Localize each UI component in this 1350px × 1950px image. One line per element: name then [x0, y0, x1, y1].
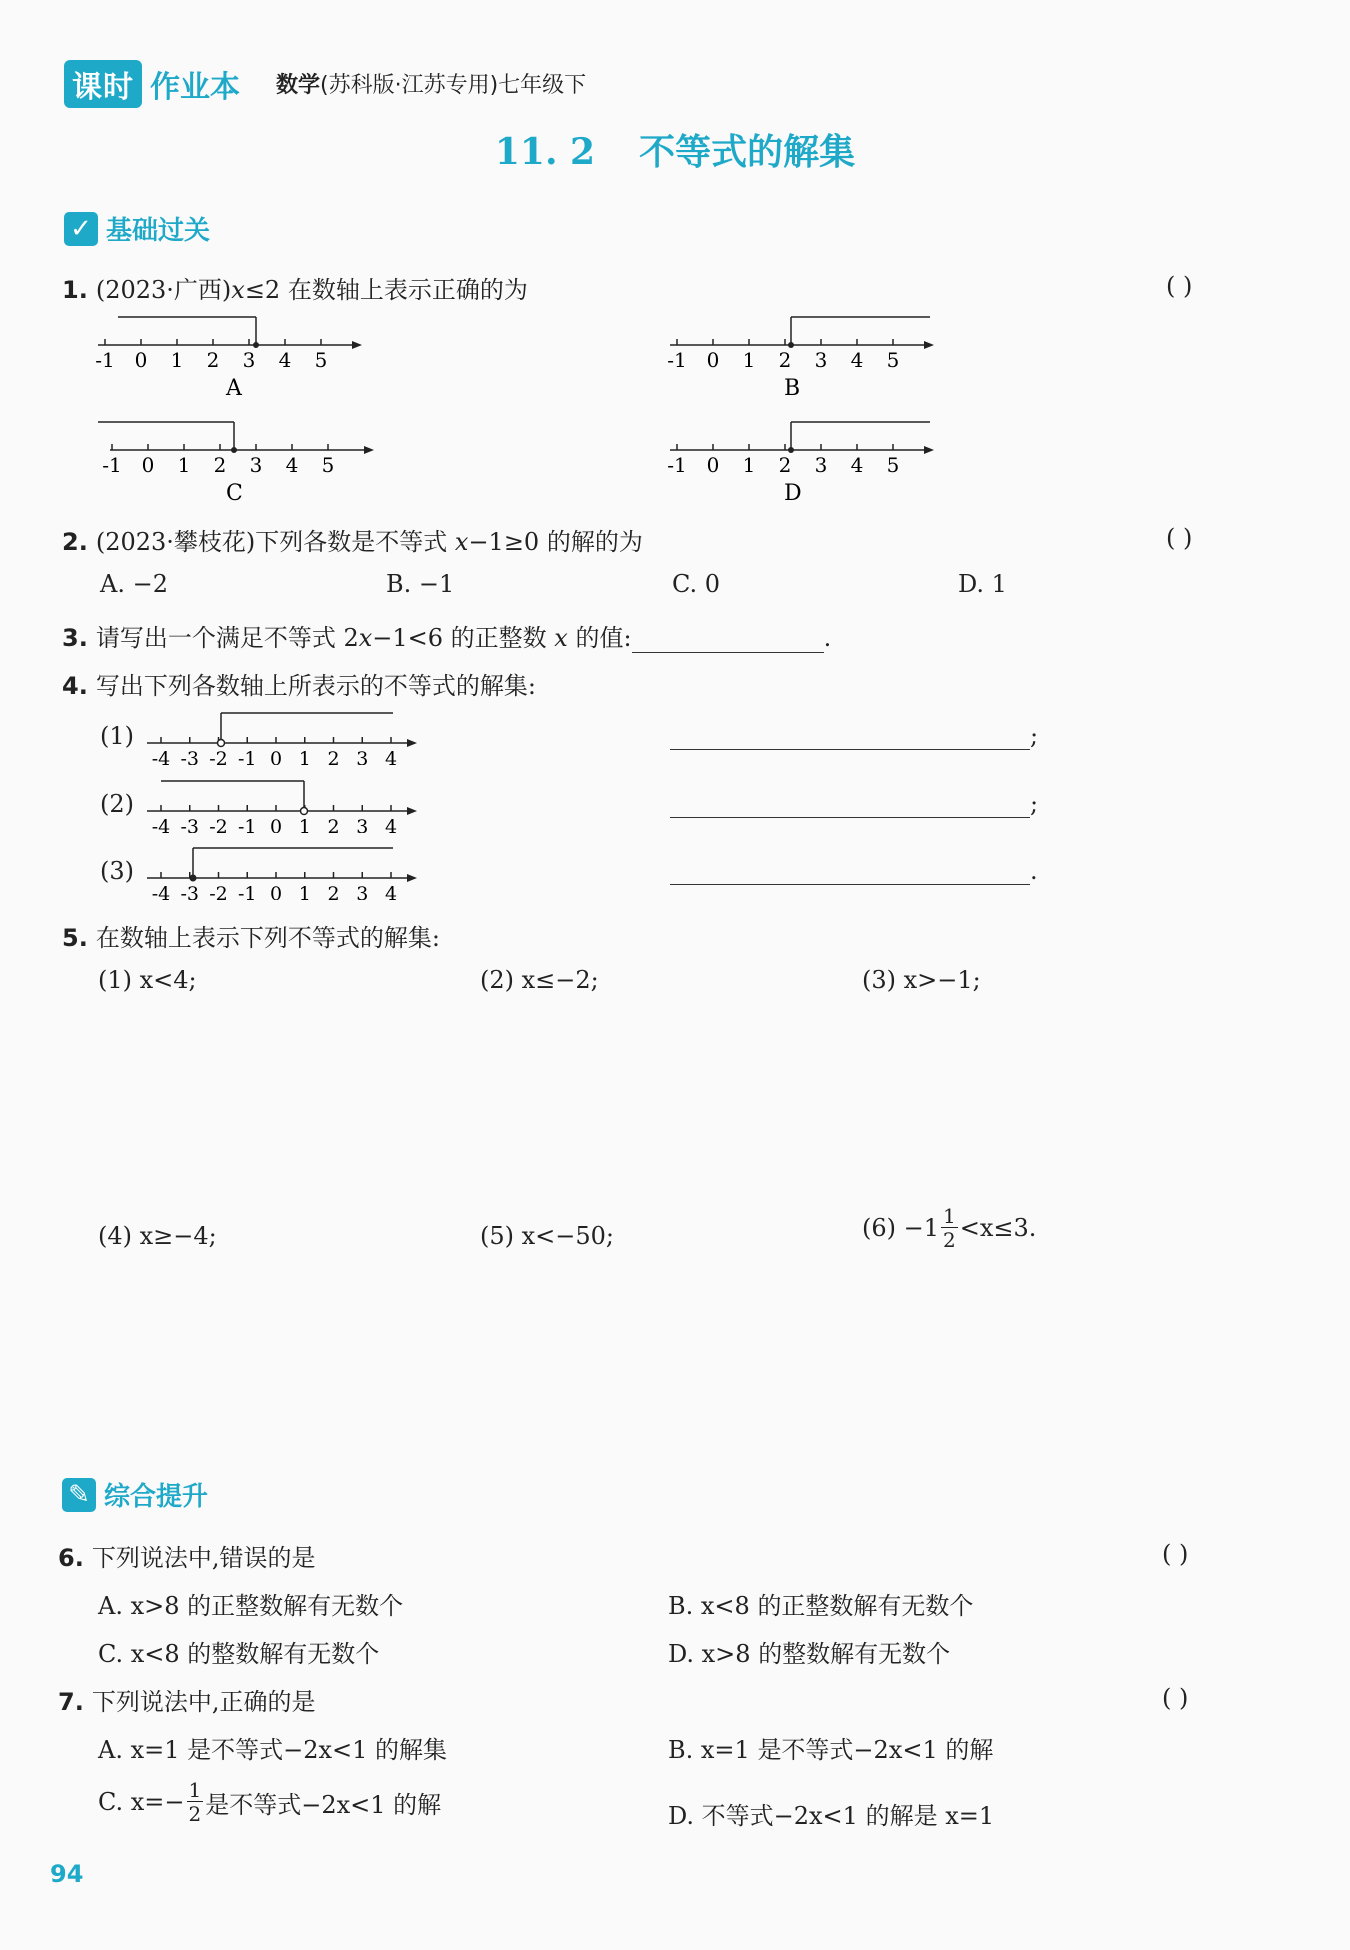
variable: x	[231, 276, 245, 304]
variable: x	[454, 528, 469, 556]
tick-label: 3	[356, 883, 369, 900]
ticks	[102, 444, 334, 477]
denominator: 2	[188, 1802, 202, 1826]
tick-label: 0	[269, 748, 283, 765]
tick-label: 1	[298, 816, 311, 833]
numberline-q4-1	[145, 705, 425, 765]
question-text: 在数轴上表示下列不等式的解集:	[95, 924, 440, 952]
question-7	[58, 1682, 315, 1717]
q4-item-2-label: (2)	[100, 790, 134, 818]
brand-logo: 课时	[64, 60, 142, 108]
item-text: (6) −1	[862, 1214, 940, 1242]
answer-paren[interactable]: ( )	[1162, 1540, 1189, 1568]
tick-label: 0	[269, 816, 283, 833]
edition: (苏科版·江苏专用)七年级下	[320, 73, 587, 98]
tick-label: 0	[141, 453, 155, 477]
tick-label: 3	[242, 348, 256, 372]
fraction	[941, 1206, 958, 1250]
tick-label: -1	[95, 348, 115, 372]
answer-paren[interactable]: ( )	[1166, 272, 1193, 300]
question-number: 7.	[58, 1688, 84, 1716]
end-punct: .	[1030, 857, 1038, 885]
q5-item-4: (4) x≥−4;	[98, 1222, 217, 1250]
tick-label: 0	[706, 453, 720, 477]
tick-label: 3	[249, 453, 263, 477]
tick-label: 5	[314, 348, 328, 372]
tick-label: -1	[237, 748, 257, 765]
page-number: 94	[50, 1860, 84, 1888]
tick-label: 5	[321, 453, 335, 477]
tick-label: 1	[177, 453, 191, 477]
numberline-q4-3	[145, 840, 425, 900]
numberline-option-d	[662, 410, 962, 510]
end-punct: .	[823, 624, 832, 652]
numerator: 1	[188, 1778, 202, 1802]
question-4	[62, 666, 536, 701]
tick-label: 1	[742, 453, 756, 477]
question-text: −1<6 的正整数	[372, 624, 555, 652]
tick-label: 1	[298, 748, 311, 765]
tick-label: -1	[237, 883, 257, 900]
option-a[interactable]: A. x>8 的正整数解有无数个	[98, 1592, 404, 1620]
tick-label: 0	[269, 883, 283, 900]
pencil-icon: ✎	[62, 1478, 96, 1512]
tick-label: 1	[170, 348, 184, 372]
basic-section-label: 基础过关	[106, 216, 211, 246]
option-label: B	[784, 376, 801, 401]
tick-label: 5	[886, 453, 900, 477]
book-info	[276, 68, 586, 99]
answer-blank[interactable]	[670, 791, 1030, 818]
option-b[interactable]: B. x=1 是不等式−2x<1 的解	[668, 1736, 994, 1764]
answer-blank[interactable]	[670, 723, 1030, 750]
option-text: 是不等式−2x<1 的解	[205, 1790, 442, 1819]
question-text: (2023·攀枝花)下列各数是不等式	[95, 528, 455, 556]
question-number: 5.	[62, 924, 88, 952]
tick-label: -3	[180, 883, 200, 900]
numberline-option-a	[90, 305, 390, 405]
q5-item-5: (5) x<−50;	[480, 1222, 615, 1250]
subject: 数学	[276, 73, 321, 98]
answer-paren[interactable]: ( )	[1162, 1684, 1189, 1712]
tick-label: 2	[327, 816, 340, 833]
ticks	[667, 339, 899, 372]
option-d[interactable]: D. x>8 的整数解有无数个	[668, 1640, 951, 1668]
tick-label: 4	[278, 348, 292, 372]
tick-label: 4	[384, 883, 398, 900]
numberline-option-b	[662, 305, 962, 405]
tick-label: 2	[206, 348, 220, 372]
tick-label: -4	[151, 816, 171, 833]
tick-label: 4	[850, 453, 864, 477]
question-6	[58, 1538, 315, 1573]
q4-answer-2	[670, 790, 1038, 818]
option-a[interactable]: A. x=1 是不等式−2x<1 的解集	[98, 1736, 448, 1764]
tick-label: 1	[742, 348, 756, 372]
question-1	[62, 270, 528, 305]
tick-label: 0	[706, 348, 720, 372]
section-number: 11. 2	[494, 131, 596, 173]
check-icon: ✓	[64, 212, 98, 246]
question-5	[62, 918, 440, 953]
tick-label: -4	[151, 883, 171, 900]
tick-label: 5	[886, 348, 900, 372]
tick-label: -3	[180, 816, 200, 833]
q4-answer-3	[670, 857, 1038, 885]
tick-label: -1	[102, 453, 122, 477]
option-text: C. x=−	[98, 1788, 185, 1816]
ticks	[152, 872, 397, 900]
question-2	[62, 522, 643, 557]
tick-label: 2	[778, 453, 792, 477]
tick-label: -2	[209, 748, 228, 765]
tick-label: 3	[814, 453, 828, 477]
q5-item-3: (3) x>−1;	[862, 966, 981, 994]
tick-label: 3	[356, 748, 369, 765]
question-text: 的值:	[567, 624, 632, 652]
tick-label: 2	[327, 748, 340, 765]
denominator: 2	[943, 1228, 956, 1252]
q4-item-1-label: (1)	[100, 722, 134, 750]
question-text: −1≥0 的解的为	[468, 528, 643, 556]
tick-label: 2	[778, 348, 792, 372]
end-punct: ;	[1030, 790, 1039, 818]
basic-section-header	[64, 210, 210, 247]
tick-label: -1	[667, 453, 687, 477]
question-text: ≤2 在数轴上表示正确的为	[244, 276, 528, 304]
question-source: (2023·广西)	[95, 276, 232, 304]
question-number: 6.	[58, 1544, 84, 1572]
question-text: 请写出一个满足不等式 2	[95, 624, 359, 652]
question-3	[62, 618, 831, 653]
tick-label: -4	[151, 748, 171, 765]
tick-label: -1	[667, 348, 687, 372]
section-name: 不等式的解集	[639, 131, 856, 173]
option-c[interactable]	[98, 1780, 441, 1824]
tick-label: -2	[209, 883, 228, 900]
advanced-section-header	[62, 1476, 208, 1513]
ticks	[152, 737, 397, 765]
numberline-q4-2	[145, 773, 425, 833]
tick-label: 3	[814, 348, 828, 372]
numberline-option-c	[90, 410, 390, 510]
q4-item-3-label: (3)	[100, 857, 134, 885]
tick-label: 1	[298, 883, 311, 900]
answer-blank[interactable]	[632, 626, 824, 653]
ticks	[152, 805, 397, 833]
question-number: 1.	[62, 276, 88, 304]
q5-item-2: (2) x≤−2;	[480, 966, 599, 994]
question-number: 2.	[62, 528, 88, 556]
tick-label: 4	[384, 816, 398, 833]
option-label: C	[226, 481, 243, 506]
option-c[interactable]: C. x<8 的整数解有无数个	[98, 1640, 380, 1668]
tick-label: 4	[285, 453, 299, 477]
tick-label: 3	[356, 816, 369, 833]
question-number: 3.	[62, 624, 88, 652]
option-label: D	[784, 481, 802, 506]
tick-label: -1	[237, 816, 257, 833]
tick-label: 2	[327, 883, 340, 900]
item-text: <x≤3.	[959, 1214, 1037, 1242]
tick-label: 4	[850, 348, 864, 372]
q5-item-6	[862, 1206, 1036, 1250]
advanced-section-label: 综合提升	[104, 1482, 209, 1512]
brand	[64, 60, 240, 108]
option-d[interactable]: D. 1	[958, 570, 1007, 598]
tick-label: 0	[134, 348, 148, 372]
option-b[interactable]: B. −1	[386, 570, 455, 598]
question-text: 写出下列各数轴上所表示的不等式的解集:	[95, 672, 536, 700]
question-text: 下列说法中,正确的是	[91, 1688, 316, 1716]
question-text: 下列说法中,错误的是	[91, 1544, 316, 1572]
option-a[interactable]: A. −2	[100, 570, 168, 598]
q4-answer-1	[670, 722, 1038, 750]
tick-label: -2	[209, 816, 228, 833]
brand-name: 作业本	[150, 70, 240, 105]
option-b[interactable]: B. x<8 的正整数解有无数个	[668, 1592, 974, 1620]
fraction	[187, 1780, 204, 1824]
option-label: A	[226, 376, 242, 401]
numerator: 1	[943, 1204, 956, 1228]
tick-label: -3	[180, 748, 200, 765]
variable: x	[358, 624, 373, 652]
question-number: 4.	[62, 672, 88, 700]
ticks	[95, 339, 327, 372]
tick-label: 2	[213, 453, 227, 477]
answer-blank[interactable]	[670, 858, 1030, 885]
tick-label: 4	[384, 748, 398, 765]
option-d[interactable]: D. 不等式−2x<1 的解是 x=1	[668, 1802, 995, 1830]
variable: x	[554, 624, 568, 652]
option-c[interactable]: C. 0	[672, 570, 721, 598]
answer-paren[interactable]: ( )	[1166, 524, 1193, 552]
end-punct: ;	[1030, 722, 1039, 750]
ticks	[667, 444, 899, 477]
q5-item-1: (1) x<4;	[98, 966, 197, 994]
section-title	[0, 124, 1350, 175]
